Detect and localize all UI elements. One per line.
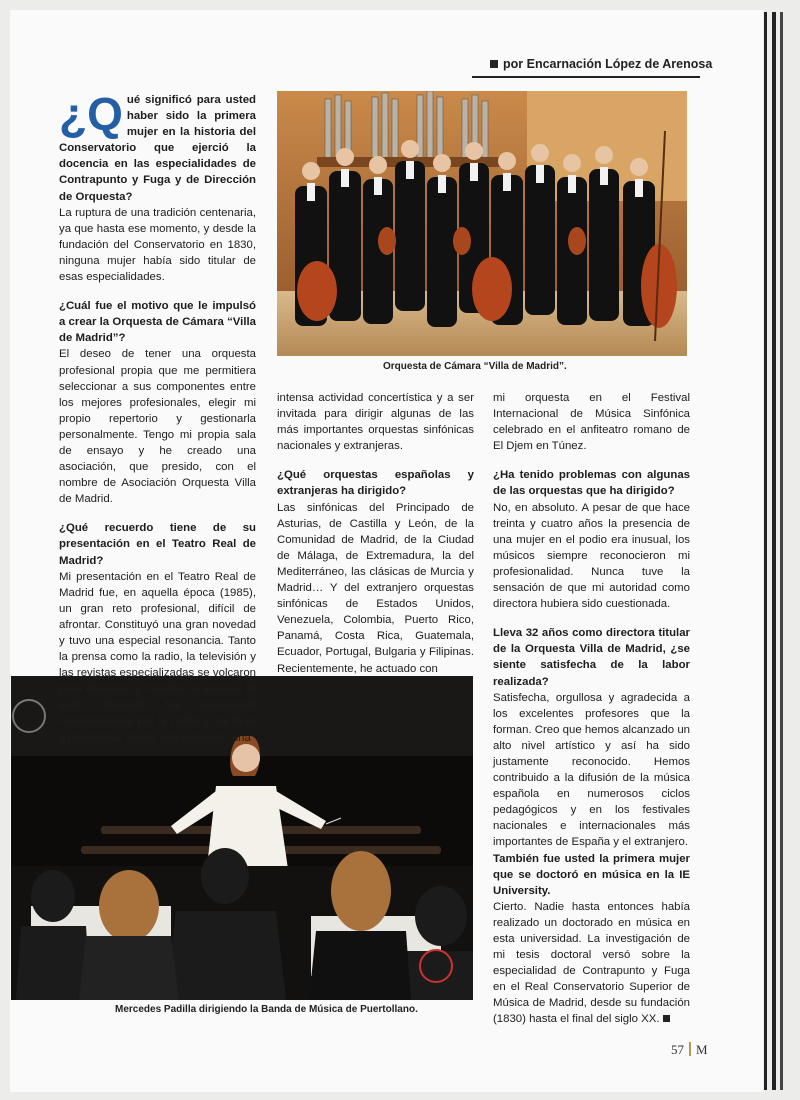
orchestra-photo xyxy=(277,91,687,356)
question: ¿Qué orquestas españolas y extranjeras ha dirigido? xyxy=(277,469,474,498)
question: Lleva 32 años como directora titular de la Orquesta Villa de Madrid, ¿se siente satisfecha de la labor realizada? xyxy=(493,627,690,688)
answer: Mi presentación en el Teatro Real de Madrid fue, en aquella época (1985), un gran reto profesional, difícil de afrontar. Constituyó una gran novedad y tuvo una especial resonancia. Tanto la prensa como la radio, la televisión y las revistas especializadas se volcaron para destacar y reseñar el evento. El éxito obtenido fue reconocido unánimemente por la crítica y me llevó a desarrollar desde ese momento una xyxy=(59,570,256,744)
question: ¿Ha tenido problemas con algunas de las orquestas que ha dirigido? xyxy=(493,469,690,498)
qa-item xyxy=(493,851,690,1028)
photo-caption: Mercedes Padilla dirigiendo la Banda de Música de Puertollano. xyxy=(115,1004,418,1015)
question: ¿Qué recuerdo tiene de su presentación en el Teatro Real de Madrid? xyxy=(59,522,256,567)
article-column-3 xyxy=(493,390,690,1028)
answer: No, en absoluto. A pesar de que hace treinta y cuatro años la presencia de una mujer en el podio era inusual, los músicos siempre reconocieron mi profesionalidad. Nunca tuve la sensación de que mi autoridad como directora hubiera sido cuestionada. xyxy=(493,501,690,611)
magazine-mark: M xyxy=(696,1042,708,1057)
answer: Cierto. Nadie hasta entonces había realizado un doctorado en música en esta universidad. La investigación de mi tesis doctoral versó sobre la especialidad de Contrapunto y Fuga en el Real Conservatorio Superior de Música de Madrid, desde su fundación (1830) hasta el final del siglo XX. xyxy=(493,900,690,1026)
header-rule xyxy=(472,76,700,78)
article-column-1 xyxy=(59,88,256,746)
author-byline: por Encarnación López de Arenosa xyxy=(490,57,712,71)
qa-item xyxy=(493,467,690,612)
article-column-2 xyxy=(277,390,474,677)
qa-item xyxy=(493,625,690,850)
question: ¿Cuál fue el motivo que le impulsó a crear la Orquesta de Cámara “Villa de Madrid”? xyxy=(59,300,256,345)
qa-item xyxy=(277,467,474,676)
answer: El deseo de tener una orquesta profesional propia que me permitiera seleccionar a sus componentes entre los mejores profesionales, elegir mi propio repertorio y gestionarla personalmente. Tengo mi propia sala de ensayo y he creado una asociación, que presido, con el nombre de Asociación Orquesta Villa de Madrid. xyxy=(59,348,256,506)
bullet-square-icon xyxy=(490,60,498,68)
question: ué significó para usted haber sido la primera mujer en la historia del Conservatorio que ejerció la docencia en las especialidades de Contrapunto y Fuga y de Dirección de Orquesta? xyxy=(59,94,256,203)
qa-item xyxy=(59,298,256,507)
photo-caption: Orquesta de Cámara “Villa de Madrid”. xyxy=(383,361,567,372)
folio-divider xyxy=(689,1042,691,1056)
page-number: 57 xyxy=(671,1042,684,1057)
qa-intro xyxy=(59,88,256,285)
qa-item xyxy=(59,520,256,745)
answer: La ruptura de una tradición centenaria, ya que hasta ese momento, y desde la fundación del Conservatorio en 1830, ninguna mujer había sido titular de esas especialidades. xyxy=(59,206,256,284)
end-mark-icon xyxy=(663,1015,670,1022)
qa-continuation: intensa actividad concertística y a ser invitada para dirigir algunas de las más importantes orquestas sinfónicas nacionales y extranjeras. xyxy=(277,392,474,453)
qa-continuation: mi orquesta en el Festival Internacional de Música Sinfónica celebrado en el anfiteatro romano de El Djem en Túnez. xyxy=(493,392,690,453)
answer: Las sinfónicas del Principado de Asturias, de Castilla y León, de la Comunidad de Madrid, de la Ciudad de Málaga, de Extremadura, la del Mediterráneo, las clásicas de Murcia y Madrid… Y del extranjero orquestas sinfónicas de Estados Unidos, Venezuela, Colombia, Puerto Rico, Panamá, Costa Rica, Guatemala, Ecuador, Portugal, Bulgaria y Filipinas. Recientemente, he actuado con xyxy=(277,501,474,675)
spine-rule xyxy=(772,12,776,1090)
drop-cap: ¿Q xyxy=(59,88,123,140)
spine-rule xyxy=(764,12,767,1090)
answer: Satisfecha, orgullosa y agradecida a los excelentes profesores que la forman. Creo que hemos alcanzado un alto nivel artístico y así ha sido justamente reconocido. Hemos contribuido a la difusión de la música española en numerosos ciclos pedagógicos y en los festivales nacionales e internacionales más importantes de España y el extranjero. xyxy=(493,691,690,849)
page-folio xyxy=(671,1042,708,1058)
spine-rule xyxy=(780,12,783,1090)
question: También fue usted la primera mujer que se doctoró en música en la IE University. xyxy=(493,852,690,897)
